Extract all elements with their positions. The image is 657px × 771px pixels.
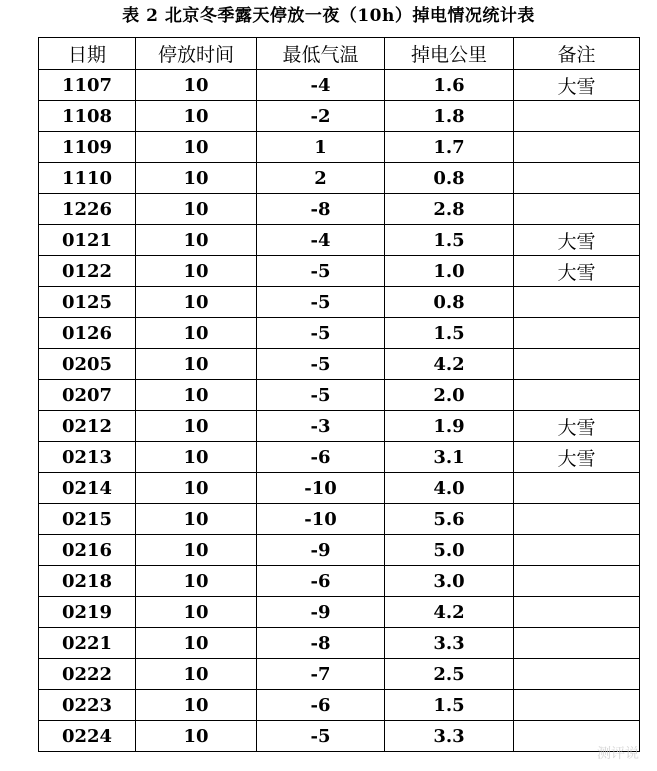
header-parking-time: 停放时间 <box>136 38 257 70</box>
table-row <box>39 194 640 225</box>
table-row <box>39 163 640 194</box>
cell-remarks <box>514 287 640 318</box>
cell-min-temperature: -9 <box>257 535 385 566</box>
table-row <box>39 287 640 318</box>
cell-date: 0223 <box>39 690 136 721</box>
table-row <box>39 380 640 411</box>
cell-remarks <box>514 504 640 535</box>
cell-parking-time: 10 <box>136 597 257 628</box>
cell-min-temperature: -5 <box>257 349 385 380</box>
table-row <box>39 318 640 349</box>
table-row <box>39 504 640 535</box>
cell-parking-time: 10 <box>136 628 257 659</box>
table-row <box>39 597 640 628</box>
cell-min-temperature: 1 <box>257 132 385 163</box>
cell-min-temperature: -5 <box>257 380 385 411</box>
cell-battery-loss-km: 4.0 <box>385 473 514 504</box>
cell-parking-time: 10 <box>136 194 257 225</box>
cell-min-temperature: -10 <box>257 504 385 535</box>
cell-date: 1109 <box>39 132 136 163</box>
cell-battery-loss-km: 5.6 <box>385 504 514 535</box>
cell-battery-loss-km: 2.5 <box>385 659 514 690</box>
cell-min-temperature: -5 <box>257 256 385 287</box>
cell-date: 0216 <box>39 535 136 566</box>
cell-battery-loss-km: 1.9 <box>385 411 514 442</box>
cell-date: 0221 <box>39 628 136 659</box>
header-date: 日期 <box>39 38 136 70</box>
cell-battery-loss-km: 0.8 <box>385 163 514 194</box>
cell-date: 0212 <box>39 411 136 442</box>
cell-battery-loss-km: 1.7 <box>385 132 514 163</box>
cell-min-temperature: -9 <box>257 597 385 628</box>
cell-date: 0222 <box>39 659 136 690</box>
table-row <box>39 132 640 163</box>
cell-remarks <box>514 349 640 380</box>
cell-parking-time: 10 <box>136 535 257 566</box>
cell-remarks: 大雪 <box>514 256 640 287</box>
cell-battery-loss-km: 4.2 <box>385 349 514 380</box>
header-min-temperature: 最低气温 <box>257 38 385 70</box>
cell-remarks <box>514 535 640 566</box>
cell-date: 0215 <box>39 504 136 535</box>
cell-remarks: 大雪 <box>514 442 640 473</box>
table-header-row <box>39 38 640 70</box>
cell-remarks <box>514 194 640 225</box>
cell-remarks <box>514 597 640 628</box>
cell-battery-loss-km: 4.2 <box>385 597 514 628</box>
cell-min-temperature: -5 <box>257 721 385 752</box>
cell-parking-time: 10 <box>136 690 257 721</box>
cell-min-temperature: -4 <box>257 225 385 256</box>
cell-date: 0126 <box>39 318 136 349</box>
header-remarks: 备注 <box>514 38 640 70</box>
cell-parking-time: 10 <box>136 721 257 752</box>
cell-date: 0213 <box>39 442 136 473</box>
cell-min-temperature: -4 <box>257 70 385 101</box>
cell-battery-loss-km: 1.5 <box>385 318 514 349</box>
cell-parking-time: 10 <box>136 411 257 442</box>
cell-parking-time: 10 <box>136 225 257 256</box>
cell-battery-loss-km: 1.6 <box>385 70 514 101</box>
cell-date: 1108 <box>39 101 136 132</box>
cell-remarks: 大雪 <box>514 411 640 442</box>
table-row <box>39 659 640 690</box>
cell-min-temperature: -10 <box>257 473 385 504</box>
cell-min-temperature: -6 <box>257 566 385 597</box>
cell-parking-time: 10 <box>136 473 257 504</box>
table-row <box>39 225 640 256</box>
cell-min-temperature: -3 <box>257 411 385 442</box>
cell-parking-time: 10 <box>136 256 257 287</box>
table-row <box>39 411 640 442</box>
cell-min-temperature: -8 <box>257 194 385 225</box>
table-title: 表 2 北京冬季露天停放一夜（10h）掉电情况统计表 <box>122 6 535 26</box>
cell-parking-time: 10 <box>136 287 257 318</box>
cell-remarks <box>514 659 640 690</box>
cell-battery-loss-km: 3.3 <box>385 721 514 752</box>
header-battery-loss-km: 掉电公里 <box>385 38 514 70</box>
table-row <box>39 442 640 473</box>
table-row <box>39 101 640 132</box>
watermark-text: 测评说 <box>597 746 639 762</box>
statistics-table <box>38 37 640 752</box>
cell-remarks <box>514 132 640 163</box>
cell-remarks <box>514 318 640 349</box>
table-row <box>39 628 640 659</box>
cell-remarks <box>514 473 640 504</box>
cell-battery-loss-km: 1.5 <box>385 690 514 721</box>
cell-battery-loss-km: 2.0 <box>385 380 514 411</box>
cell-remarks <box>514 628 640 659</box>
table-row <box>39 690 640 721</box>
cell-battery-loss-km: 3.1 <box>385 442 514 473</box>
cell-battery-loss-km: 0.8 <box>385 287 514 318</box>
cell-remarks <box>514 101 640 132</box>
cell-date: 0122 <box>39 256 136 287</box>
cell-remarks: 大雪 <box>514 70 640 101</box>
cell-min-temperature: -7 <box>257 659 385 690</box>
cell-parking-time: 10 <box>136 442 257 473</box>
cell-remarks: 大雪 <box>514 225 640 256</box>
cell-date: 1226 <box>39 194 136 225</box>
cell-battery-loss-km: 3.0 <box>385 566 514 597</box>
cell-date: 0224 <box>39 721 136 752</box>
cell-parking-time: 10 <box>136 380 257 411</box>
cell-date: 0125 <box>39 287 136 318</box>
cell-min-temperature: -6 <box>257 690 385 721</box>
cell-battery-loss-km: 1.8 <box>385 101 514 132</box>
cell-min-temperature: -2 <box>257 101 385 132</box>
cell-date: 0205 <box>39 349 136 380</box>
table-row <box>39 566 640 597</box>
cell-min-temperature: -8 <box>257 628 385 659</box>
cell-date: 0121 <box>39 225 136 256</box>
cell-min-temperature: -5 <box>257 318 385 349</box>
table-row <box>39 70 640 101</box>
cell-battery-loss-km: 1.0 <box>385 256 514 287</box>
cell-parking-time: 10 <box>136 101 257 132</box>
cell-min-temperature: -6 <box>257 442 385 473</box>
cell-remarks <box>514 380 640 411</box>
table-body <box>39 70 640 752</box>
cell-date: 1110 <box>39 163 136 194</box>
cell-remarks <box>514 566 640 597</box>
table-row <box>39 535 640 566</box>
cell-battery-loss-km: 5.0 <box>385 535 514 566</box>
cell-date: 1107 <box>39 70 136 101</box>
cell-parking-time: 10 <box>136 349 257 380</box>
cell-date: 0207 <box>39 380 136 411</box>
cell-remarks <box>514 163 640 194</box>
cell-battery-loss-km: 1.5 <box>385 225 514 256</box>
cell-battery-loss-km: 2.8 <box>385 194 514 225</box>
cell-min-temperature: 2 <box>257 163 385 194</box>
table-row <box>39 256 640 287</box>
table-row <box>39 349 640 380</box>
cell-parking-time: 10 <box>136 659 257 690</box>
cell-battery-loss-km: 3.3 <box>385 628 514 659</box>
table-row <box>39 721 640 752</box>
cell-parking-time: 10 <box>136 318 257 349</box>
cell-min-temperature: -5 <box>257 287 385 318</box>
cell-parking-time: 10 <box>136 163 257 194</box>
table-row <box>39 473 640 504</box>
cell-remarks <box>514 690 640 721</box>
cell-date: 0219 <box>39 597 136 628</box>
cell-parking-time: 10 <box>136 504 257 535</box>
cell-parking-time: 10 <box>136 70 257 101</box>
cell-parking-time: 10 <box>136 132 257 163</box>
cell-date: 0214 <box>39 473 136 504</box>
cell-date: 0218 <box>39 566 136 597</box>
cell-parking-time: 10 <box>136 566 257 597</box>
